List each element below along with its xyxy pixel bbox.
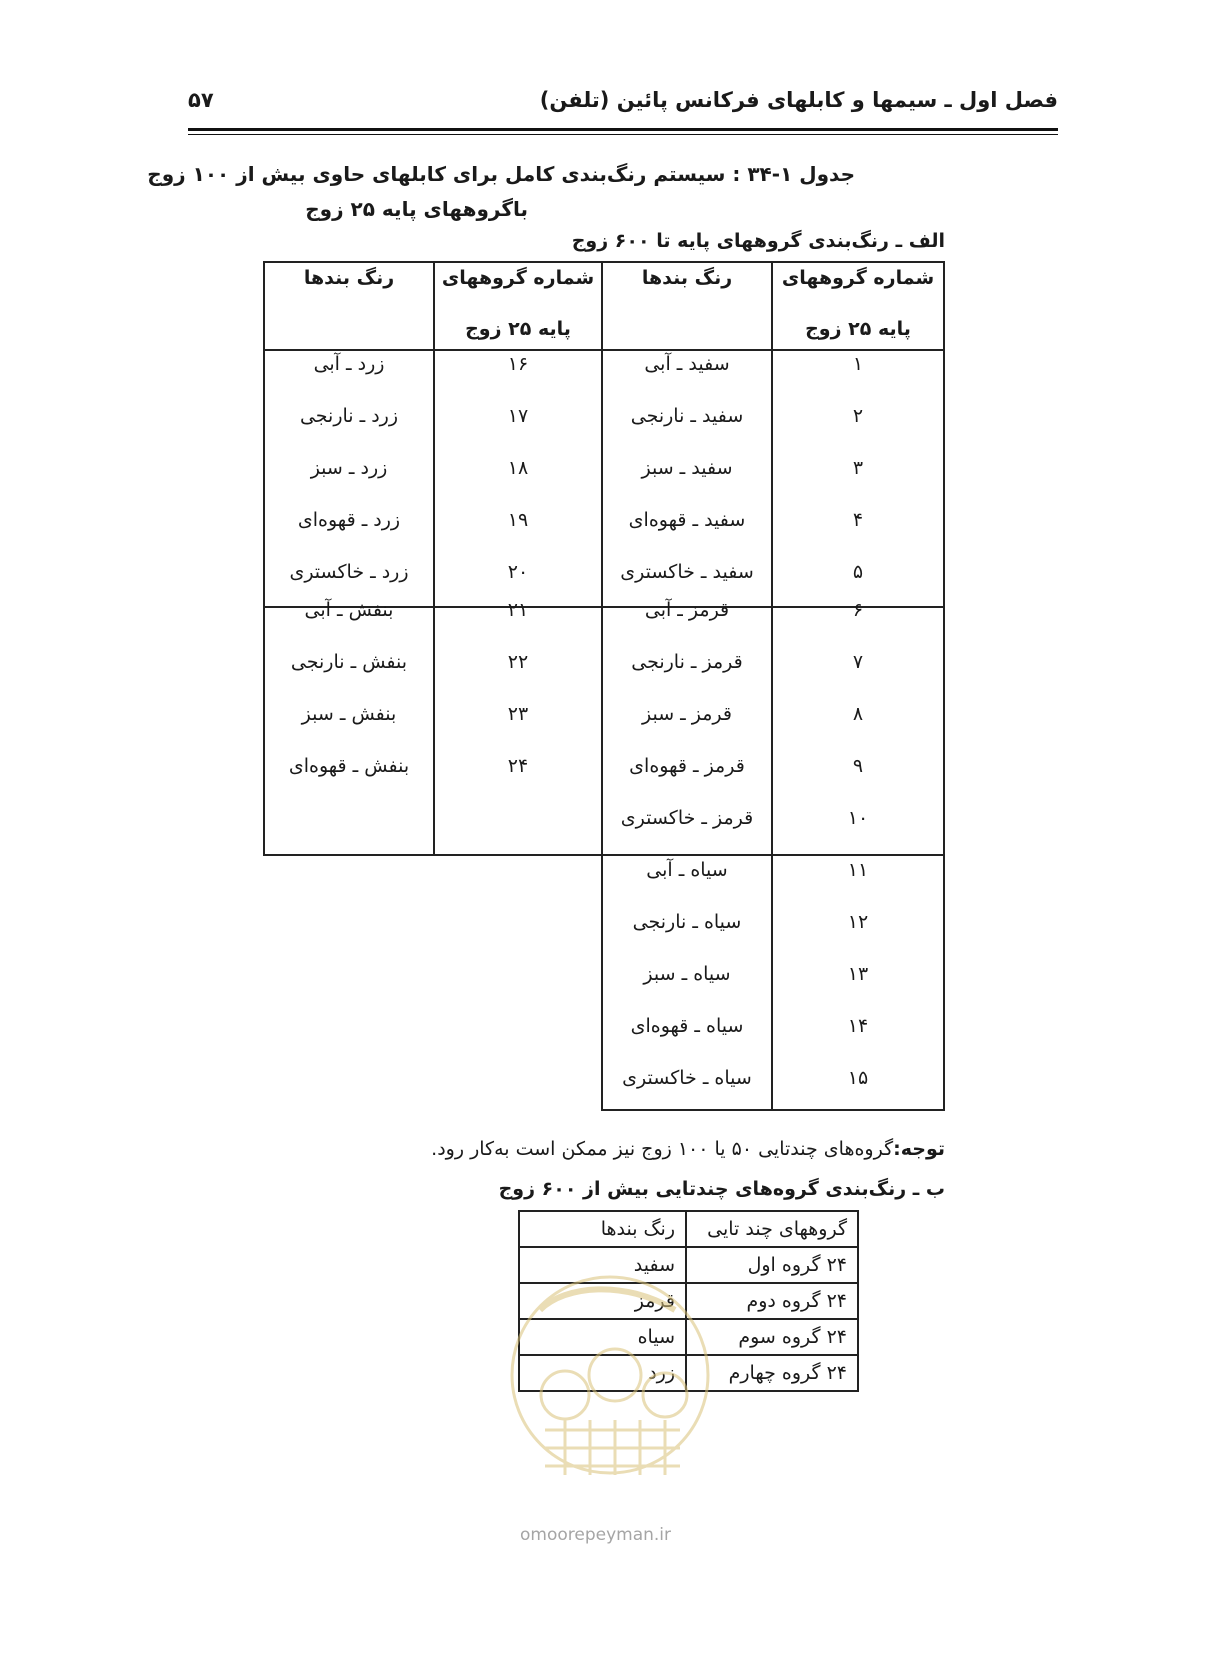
group-color: سیاه <box>519 1319 686 1355</box>
note-label: توجه: <box>893 1138 945 1160</box>
table-header-row <box>519 1211 858 1247</box>
chapter-title: فصل اول ـ سیمها و کابلهای فرکانس پائین (تلفن) <box>539 88 1058 112</box>
group-number: ۲۳ <box>507 703 529 725</box>
binder-color: قرمز ـ خاکستری <box>620 807 754 829</box>
binder-color: سفید ـ خاکستری <box>620 561 754 583</box>
group-label: ۲۴ گروه سوم <box>686 1319 858 1355</box>
binder-color: زرد ـ سبز <box>310 457 388 479</box>
table-rule <box>943 261 945 1111</box>
binder-color: سیاه ـ قهوه‌ای <box>630 1015 744 1037</box>
group-number: ۳ <box>852 457 864 479</box>
binder-color: سیاه ـ خاکستری <box>622 1067 752 1089</box>
section-b-title: ب ـ رنگ‌بندی گروه‌های چندتایی بیش از ۶۰۰ زوج <box>498 1178 945 1200</box>
header-binder-colors: رنگ بندها <box>641 267 733 289</box>
binder-color: بنفش ـ سبز <box>301 703 397 725</box>
binder-color: بنفش ـ قهوه‌ای <box>288 755 410 777</box>
header-group-number-line2: پایه ۲۵ زوج <box>465 318 571 340</box>
group-label: ۲۴ گروه دوم <box>686 1283 858 1319</box>
table-rule <box>601 1109 945 1111</box>
group-number: ۲۰ <box>507 561 529 583</box>
binder-color: قرمز ـ قهوه‌ای <box>629 755 745 777</box>
group-number: ۱۹ <box>507 509 529 531</box>
section-a-title: الف ـ رنگ‌بندی گروههای پایه تا ۶۰۰ زوج <box>571 230 945 252</box>
group-label: ۲۴ گروه اول <box>686 1247 858 1283</box>
binder-color: زرد ـ خاکستری <box>289 561 409 583</box>
group-number: ۴ <box>852 509 864 531</box>
group-number: ۶ <box>852 599 864 621</box>
group-number: ۱ <box>852 353 864 375</box>
table-rule <box>263 261 945 263</box>
group-number: ۱۰ <box>847 807 869 829</box>
group-color: سفید <box>519 1247 686 1283</box>
group-number: ۱۸ <box>507 457 529 479</box>
note <box>431 1138 945 1160</box>
binder-color: بنفش ـ نارنجی <box>290 651 408 673</box>
group-number: ۵ <box>852 561 864 583</box>
group-number: ۹ <box>852 755 864 777</box>
group-number: ۲ <box>852 405 864 427</box>
group-number: ۱۴ <box>847 1015 869 1037</box>
group-label: ۲۴ گروه چهارم <box>686 1355 858 1391</box>
binder-color: قرمز ـ آبی <box>644 599 730 621</box>
group-number: ۲۱ <box>507 599 529 621</box>
group-number: ۱۱ <box>847 859 869 881</box>
group-number: ۱۷ <box>507 405 529 427</box>
group-number: ۱۳ <box>847 963 869 985</box>
group-number: ۸ <box>852 703 864 725</box>
binder-color: زرد ـ آبی <box>313 353 385 375</box>
binder-color: سیاه ـ آبی <box>646 859 728 881</box>
note-text: گروه‌های چندتایی ۵۰ یا ۱۰۰ زوج نیز ممکن است به‌کار رود. <box>431 1138 894 1160</box>
header-group-number <box>435 269 601 339</box>
binder-color: سفید ـ آبی <box>644 353 730 375</box>
group-number: ۲۴ <box>507 755 529 777</box>
header-group-number-line2: پایه ۲۵ زوج <box>805 318 911 340</box>
binder-color: زرد ـ نارنجی <box>299 405 399 427</box>
header-group-number-line1: شماره گروههای <box>441 267 595 289</box>
header-group-number <box>773 269 943 339</box>
table-caption-line1: جدول ۱-۳۴ : سیستم رنگ‌بندی کامل برای کابلهای حاوی بیش از ۱۰۰ زوج <box>147 162 855 186</box>
header-colors: رنگ بندها <box>519 1211 686 1247</box>
main-color-table <box>263 261 945 1111</box>
table-rule <box>263 854 945 856</box>
binder-color: سیاه ـ نارنجی <box>632 911 742 933</box>
header-binder-colors: رنگ بندها <box>303 267 395 289</box>
binder-color: بنفش ـ آبی <box>304 599 394 621</box>
group-color: قرمز <box>519 1283 686 1319</box>
group-number: ۱۵ <box>847 1067 869 1089</box>
binder-color: سفید ـ قهوه‌ای <box>628 509 746 531</box>
binder-color: سفید ـ نارنجی <box>630 405 744 427</box>
group-number: ۲۲ <box>507 651 529 673</box>
binder-color: سفید ـ سبز <box>641 457 733 479</box>
page-number: ۵۷ <box>188 88 214 112</box>
watermark-url: omoorepeyman.ir <box>520 1525 672 1545</box>
binder-color: قرمز ـ سبز <box>641 703 732 725</box>
binder-color: زرد ـ قهوه‌ای <box>297 509 401 531</box>
group-number: ۷ <box>852 651 864 673</box>
group-number: ۱۶ <box>507 353 529 375</box>
table-rule <box>263 349 945 351</box>
binder-color: قرمز ـ نارنجی <box>631 651 743 673</box>
binder-color: سیاه ـ سبز <box>643 963 731 985</box>
header-group-number-line1: شماره گروههای <box>781 267 935 289</box>
group-color: زرد <box>519 1355 686 1391</box>
header-rule-thin <box>188 134 1058 135</box>
header-rule-thick <box>188 128 1058 131</box>
table-caption-line2: باگروههای پایه ۲۵ زوج <box>305 197 528 221</box>
group-number: ۱۲ <box>847 911 869 933</box>
header-groups: گروههای چند تایی <box>686 1211 858 1247</box>
watermark-stamp-logo <box>505 1270 715 1520</box>
